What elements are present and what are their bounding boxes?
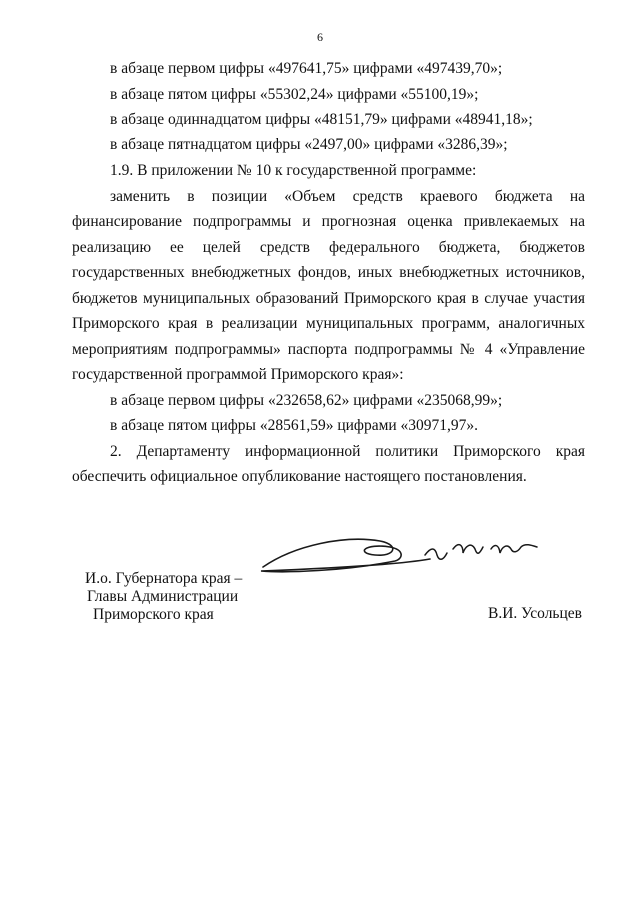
signatory-title [85,570,242,624]
amendment-item: в абзаце пятом цифры «28561,59» цифрами «30971,97». [110,417,479,434]
paragraph-line: бюджетов муниципальных образований Приморского края в случае участия [72,290,585,307]
amendment-item: в абзаце первом цифры «232658,62» цифрами «235068,99»; [110,392,503,409]
section-heading: 1.9. В приложении № 10 к государственной программе: [110,162,477,179]
amendment-item: в абзаце пятнадцатом цифры «2497,00» цифрами «3286,39»; [110,136,508,153]
handwritten-signature [255,525,545,585]
paragraph-line: государственной программой Приморского края»: [72,366,404,383]
signatory-name: В.И. Усольцев [488,605,582,622]
signatory-title-line: Приморского края [93,606,214,623]
amendment-item: в абзаце первом цифры «497641,75» цифрами «497439,70»; [110,60,503,77]
page-number: 6 [317,30,323,44]
point-2-line: обеспечить официальное опубликование настоящего постановления. [72,468,527,485]
paragraph-line: реализацию ее целей средств федерального бюджета, бюджетов [72,239,585,256]
paragraph-line: мероприятиям подпрограммы» паспорта подпрограммы № 4 «Управление [72,341,585,358]
amendment-item: в абзаце пятом цифры «55302,24» цифрами «55100,19»; [110,86,479,103]
paragraph-line: финансирование подпрограммы и прогнозная оценка привлекаемых на [72,213,585,230]
paragraph-line: заменить в позиции «Объем средств краевого бюджета на [110,188,585,205]
point-2-line: 2. Департаменту информационной политики Приморского края [110,443,585,460]
amendment-item: в абзаце одиннадцатом цифры «48151,79» цифрами «48941,18»; [110,111,533,128]
paragraph-line: Приморского края в реализации муниципальных программ, аналогичных [72,315,585,332]
signatory-title-line: И.о. Губернатора края – [85,570,243,587]
signatory-title-line: Главы Администрации [87,588,239,605]
paragraph-line: государственных внебюджетных фондов, иных внебюджетных источников, [72,264,585,281]
